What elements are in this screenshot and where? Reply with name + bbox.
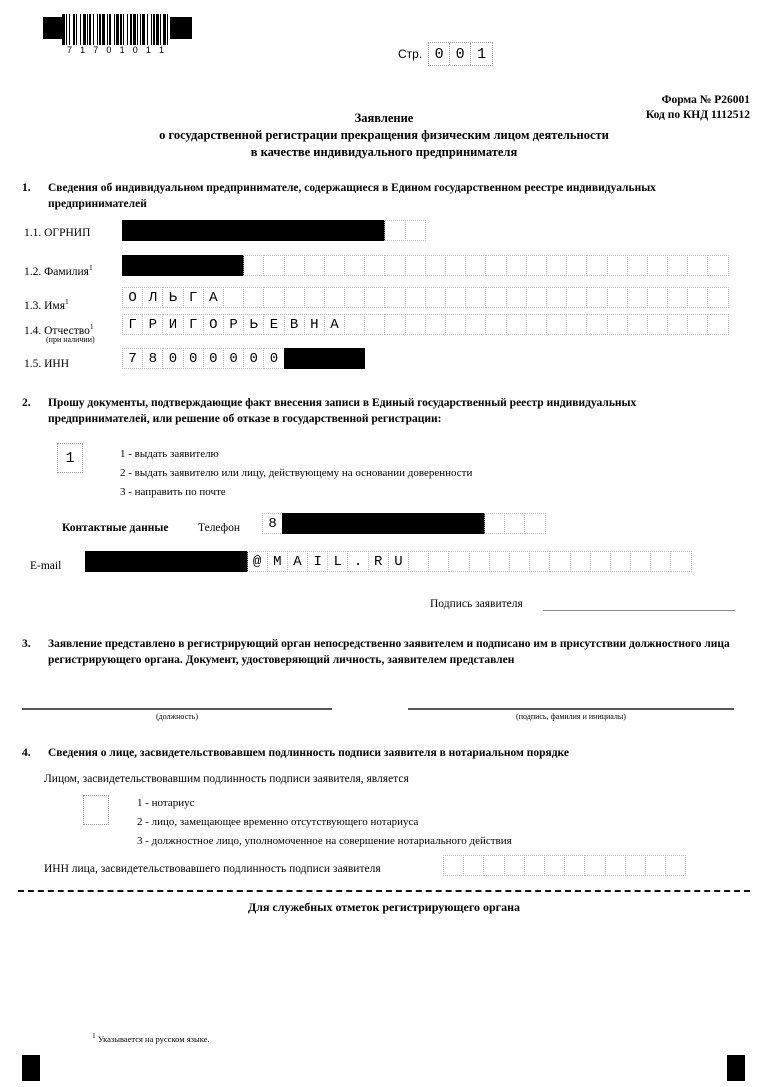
form-cell[interactable] (263, 255, 284, 276)
patronymic-footnote-mark: 1 (89, 322, 94, 331)
form-cell[interactable] (607, 255, 628, 276)
page-number-box[interactable] (428, 42, 493, 66)
form-cell[interactable] (707, 255, 728, 276)
form-cell[interactable] (223, 220, 244, 241)
section-3-number: 3. (22, 638, 31, 650)
form-cell[interactable] (384, 287, 405, 308)
form-cell[interactable] (524, 855, 545, 876)
form-cell[interactable] (687, 255, 708, 276)
name-label: 1.3. Имя (24, 299, 65, 312)
barcode-digits: 7 1 7 0 1 0 1 1 (62, 45, 170, 55)
form-cell[interactable]: 0 (263, 348, 284, 369)
section-4-intro: Лицом, засвидетельствовавшим подлинность подписи заявителя, является (44, 773, 409, 785)
section-2-option-2[interactable]: 2 - выдать заявителю или лицу, действующему на основании доверенности (120, 467, 473, 479)
page-number-cell[interactable]: 0 (429, 43, 450, 65)
phone-label: Телефон (198, 522, 241, 534)
form-cell[interactable] (444, 513, 465, 534)
form-cell[interactable]: Е (263, 314, 284, 335)
inn-input[interactable] (122, 348, 364, 369)
form-cell[interactable] (607, 314, 628, 335)
form-cell[interactable] (142, 255, 163, 276)
form-cell[interactable] (546, 255, 567, 276)
form-cell[interactable]: 8 (262, 513, 283, 534)
form-cell[interactable] (146, 551, 167, 572)
form-cell[interactable] (526, 255, 547, 276)
form-cell[interactable] (667, 255, 688, 276)
position-signature-line[interactable] (22, 708, 332, 710)
surname-input[interactable] (122, 255, 728, 276)
form-cell[interactable] (586, 255, 607, 276)
title-line-2: о государственной регистрации прекращения физическим лицом деятельности (159, 128, 609, 142)
form-cell[interactable] (448, 551, 469, 572)
section-4-number: 4. (22, 747, 31, 759)
section-1-heading (22, 180, 734, 212)
form-cell[interactable] (489, 551, 510, 572)
form-cell[interactable] (707, 287, 728, 308)
form-cell[interactable] (383, 513, 404, 534)
form-cell[interactable] (425, 314, 446, 335)
form-cell[interactable] (85, 551, 106, 572)
notary-inn-input[interactable] (443, 855, 685, 876)
form-cell[interactable] (125, 551, 146, 572)
section-4-text: Сведения о лице, засвидетельствовавшем подлинность подписи заявителя в нотариальном порядке (48, 747, 569, 759)
form-cell[interactable]: Л (142, 287, 163, 308)
footnote (92, 1031, 210, 1044)
form-cell[interactable]: I (307, 551, 328, 572)
form-cell[interactable] (122, 220, 143, 241)
form-cell[interactable] (504, 513, 525, 534)
section-4-option-2[interactable]: 2 - лицо, замещающее временно отсутствующего нотариуса (137, 816, 419, 828)
form-cell[interactable] (343, 513, 364, 534)
surname-label: 1.2. Фамилия (24, 265, 89, 278)
form-cell[interactable] (584, 855, 605, 876)
form-cell[interactable] (384, 220, 405, 241)
form-cell[interactable] (526, 287, 547, 308)
form-cell[interactable]: 0 (162, 348, 183, 369)
form-cell[interactable] (284, 255, 305, 276)
form-cell[interactable] (304, 348, 325, 369)
contact-heading: Контактные данные (62, 522, 169, 534)
form-cell[interactable]: А (203, 287, 224, 308)
form-cell[interactable]: Ь (243, 314, 264, 335)
knd-code: Код по КНД 1112512 (645, 109, 750, 121)
page-number-cell[interactable]: 0 (450, 43, 471, 65)
form-cell[interactable] (443, 855, 464, 876)
section-4-options (137, 794, 512, 851)
form-cell[interactable] (263, 220, 284, 241)
corner-mark-bottom-left (22, 1055, 40, 1081)
form-cell[interactable]: 0 (223, 348, 244, 369)
form-cell[interactable] (445, 314, 466, 335)
form-cell[interactable]: R (368, 551, 389, 572)
barcode (62, 14, 170, 55)
form-cell[interactable] (428, 551, 449, 572)
form-cell[interactable] (506, 255, 527, 276)
form-cell[interactable] (546, 314, 567, 335)
page-label: Стр. (398, 47, 423, 61)
form-cell[interactable] (465, 287, 486, 308)
form-cell[interactable] (364, 314, 385, 335)
form-cell[interactable] (665, 855, 686, 876)
form-cell[interactable] (425, 287, 446, 308)
tear-line (18, 890, 750, 892)
form-number: Форма № Р26001 (661, 94, 750, 106)
form-cell[interactable] (627, 255, 648, 276)
form-cell[interactable] (344, 314, 365, 335)
form-cell[interactable] (506, 287, 527, 308)
form-cell[interactable] (570, 551, 591, 572)
form-cell[interactable] (625, 855, 646, 876)
form-cell[interactable] (509, 551, 530, 572)
section-2-options (120, 445, 472, 502)
form-cell[interactable] (324, 255, 345, 276)
form-cell[interactable] (566, 255, 587, 276)
form-cell[interactable] (304, 287, 325, 308)
form-cell[interactable] (590, 551, 611, 572)
form-cell[interactable] (627, 314, 648, 335)
form-cell[interactable] (464, 513, 485, 534)
form-cell[interactable] (263, 287, 284, 308)
form-cell[interactable] (463, 855, 484, 876)
form-cell[interactable] (384, 314, 405, 335)
ogrnip-input[interactable] (122, 220, 425, 241)
form-cell[interactable] (323, 513, 344, 534)
form-cell[interactable] (344, 220, 365, 241)
section-2-selection-box[interactable]: 1 (57, 443, 83, 473)
section-4-option-3[interactable]: 3 - должностное лицо, уполномоченное на совершение нотариального действия (137, 835, 512, 847)
surname-footnote-mark: 1 (88, 263, 93, 272)
form-cell[interactable] (670, 551, 691, 572)
form-cell[interactable]: @ (247, 551, 268, 572)
form-cell[interactable]: Г (183, 287, 204, 308)
form-cell[interactable]: Н (304, 314, 325, 335)
form-cell[interactable]: Г (183, 314, 204, 335)
field-label-ogrnip (24, 226, 90, 240)
form-cell[interactable]: 7 (122, 348, 143, 369)
form-cell[interactable] (506, 314, 527, 335)
section-4-selection-box[interactable] (83, 795, 109, 825)
form-cell[interactable] (405, 287, 426, 308)
position-caption: (должность) (156, 712, 198, 721)
form-cell[interactable] (282, 513, 303, 534)
form-cell[interactable] (183, 220, 204, 241)
patronymic-label: 1.4. Отчество (24, 324, 90, 337)
form-cell[interactable] (324, 287, 345, 308)
form-cell[interactable] (707, 314, 728, 335)
field-label-inn (24, 357, 69, 371)
form-cell[interactable] (304, 220, 325, 241)
section-1-text: Сведения об индивидуальном предпринимателе, содержащиеся в Едином государственном реестре индивидуальных предпринимателей (48, 182, 656, 210)
form-cell[interactable] (105, 551, 126, 572)
form-cell[interactable] (302, 513, 323, 534)
footnote-text: Указывается на русском языке. (97, 1033, 210, 1044)
form-cell[interactable]: Р (142, 314, 163, 335)
form-cell[interactable] (546, 287, 567, 308)
form-cell[interactable] (564, 855, 585, 876)
form-cell[interactable]: О (203, 314, 224, 335)
ogrnip-label: 1.1. ОГРНИП (24, 227, 91, 239)
form-cell[interactable] (364, 220, 385, 241)
form-cell[interactable] (166, 551, 187, 572)
form-cell[interactable] (203, 255, 224, 276)
form-cell[interactable] (445, 255, 466, 276)
form-cell[interactable] (586, 314, 607, 335)
section-4-heading (22, 745, 734, 761)
form-cell[interactable] (284, 287, 305, 308)
form-cell[interactable] (405, 220, 426, 241)
email-input[interactable] (85, 551, 691, 572)
form-cell[interactable]: И (162, 314, 183, 335)
form-cell[interactable] (484, 513, 505, 534)
form-cell[interactable] (566, 314, 587, 335)
form-cell[interactable] (403, 513, 424, 534)
form-cell[interactable]: 0 (203, 348, 224, 369)
form-cell[interactable] (645, 855, 666, 876)
form-cell[interactable] (243, 287, 264, 308)
form-cell[interactable] (405, 314, 426, 335)
section-2-text: Прошу документы, подтверждающие факт внесения записи в Единый государственный реестр индивидуальных предпринимателей, или решение об отказе в государственной регистрации: (48, 397, 637, 425)
form-cell[interactable]: 0 (243, 348, 264, 369)
form-cell[interactable] (483, 855, 504, 876)
form-cell[interactable] (667, 314, 688, 335)
form-cell[interactable]: L (327, 551, 348, 572)
form-cell[interactable]: Г (122, 314, 143, 335)
form-cell[interactable]: 8 (142, 348, 163, 369)
form-cell[interactable] (469, 551, 490, 572)
form-cell[interactable] (384, 255, 405, 276)
form-cell[interactable] (162, 220, 183, 241)
patronymic-input[interactable] (122, 314, 728, 335)
name-footnote-mark: 1 (65, 297, 69, 306)
signature-name-caption: (подпись, фамилия и инициалы) (516, 712, 626, 721)
form-cell[interactable] (566, 287, 587, 308)
form-cell[interactable]: Ь (162, 287, 183, 308)
form-cell[interactable] (186, 551, 207, 572)
section-2-option-1[interactable]: 1 - выдать заявителю (120, 448, 219, 460)
form-cell[interactable] (465, 255, 486, 276)
corner-mark-bottom-right (727, 1055, 745, 1081)
form-cell[interactable] (586, 287, 607, 308)
form-cell[interactable] (524, 513, 545, 534)
form-cell[interactable] (687, 314, 708, 335)
form-cell[interactable] (405, 255, 426, 276)
form-cell[interactable]: О (122, 287, 143, 308)
section-2-number: 2. (22, 397, 31, 409)
form-cell[interactable] (687, 287, 708, 308)
form-cell[interactable] (162, 255, 183, 276)
form-cell[interactable] (324, 348, 345, 369)
page-number-row (398, 42, 493, 66)
form-cell[interactable] (605, 855, 626, 876)
form-cell[interactable] (485, 255, 506, 276)
applicant-signature-line[interactable] (543, 610, 735, 611)
section-2-heading (22, 395, 734, 427)
form-cell[interactable] (526, 314, 547, 335)
section-1-number: 1. (22, 182, 31, 194)
form-cell[interactable] (607, 287, 628, 308)
page-number-cell[interactable]: 1 (477, 45, 487, 63)
form-cell[interactable] (363, 513, 384, 534)
form-cell[interactable] (465, 314, 486, 335)
form-cell[interactable] (364, 287, 385, 308)
form-cell[interactable]: . (347, 551, 368, 572)
form-cell[interactable]: 0 (183, 348, 204, 369)
applicant-signature-label: Подпись заявителя (430, 598, 523, 610)
form-cell[interactable] (206, 551, 227, 572)
name-input[interactable] (122, 287, 728, 308)
email-label: E-mail (30, 560, 62, 572)
corner-mark-top-right (168, 17, 192, 39)
form-cell[interactable] (344, 255, 365, 276)
field-label-name (24, 295, 69, 313)
form-cell[interactable] (223, 287, 244, 308)
form-cell[interactable] (284, 220, 305, 241)
form-cell[interactable] (304, 255, 325, 276)
section-3-heading (22, 636, 734, 668)
form-cell[interactable] (243, 255, 264, 276)
field-label-surname (24, 261, 93, 279)
form-cell[interactable] (324, 220, 345, 241)
signature-name-line[interactable] (408, 708, 734, 710)
inn-label: 1.5. ИНН (24, 358, 70, 370)
section-4-option-1[interactable]: 1 - нотариус (137, 797, 195, 809)
form-cell[interactable] (610, 551, 631, 572)
form-cell[interactable] (544, 855, 565, 876)
form-cell[interactable]: А (324, 314, 345, 335)
form-cell[interactable]: M (267, 551, 288, 572)
section-3-text: Заявление представлено в регистрирующий орган непосредственно заявителем и подписано им в присутствии должностного лица регистрирующего органа. Документ, удостоверяющий личность, заявителем представлен (48, 638, 730, 666)
form-cell[interactable] (485, 287, 506, 308)
form-cell[interactable] (445, 287, 466, 308)
form-cell[interactable] (485, 314, 506, 335)
form-cell[interactable] (529, 551, 550, 572)
patronymic-sub-label: (при наличии) (46, 335, 95, 344)
form-cell[interactable]: A (287, 551, 308, 572)
form-cell[interactable] (647, 287, 668, 308)
form-cell[interactable]: В (284, 314, 305, 335)
footnote-mark: 1 (92, 1031, 96, 1040)
form-cell[interactable] (650, 551, 671, 572)
form-cell[interactable] (549, 551, 570, 572)
phone-input[interactable] (262, 513, 545, 534)
form-cell[interactable] (203, 220, 224, 241)
form-cell[interactable] (425, 255, 446, 276)
form-cell[interactable] (647, 255, 668, 276)
form-cell[interactable] (226, 551, 247, 572)
form-cell[interactable] (647, 314, 668, 335)
form-cell[interactable] (504, 855, 525, 876)
form-cell[interactable] (364, 255, 385, 276)
form-cell[interactable]: U (388, 551, 409, 572)
form-cell[interactable] (344, 287, 365, 308)
form-cell[interactable] (627, 287, 648, 308)
form-cell[interactable] (408, 551, 429, 572)
form-cell[interactable] (630, 551, 651, 572)
form-cell[interactable] (142, 220, 163, 241)
form-cell[interactable] (667, 287, 688, 308)
title-line-3: в качестве индивидуального предпринимателя (250, 145, 518, 159)
form-cell[interactable] (223, 255, 244, 276)
office-heading: Для служебных отметок регистрирующего органа (247, 900, 521, 914)
title-line-1: Заявление (354, 111, 414, 125)
form-cell[interactable] (344, 348, 365, 369)
form-cell[interactable] (183, 255, 204, 276)
form-cell[interactable] (284, 348, 305, 369)
form-cell[interactable] (424, 513, 445, 534)
form-cell[interactable]: Р (223, 314, 244, 335)
form-cell[interactable] (122, 255, 143, 276)
form-cell[interactable] (243, 220, 264, 241)
section-2-option-3[interactable]: 3 - направить по почте (120, 486, 226, 498)
page-title (0, 110, 768, 161)
notary-inn-label: ИНН лица, засвидетельствовавшего подлинность подписи заявителя (44, 863, 381, 875)
